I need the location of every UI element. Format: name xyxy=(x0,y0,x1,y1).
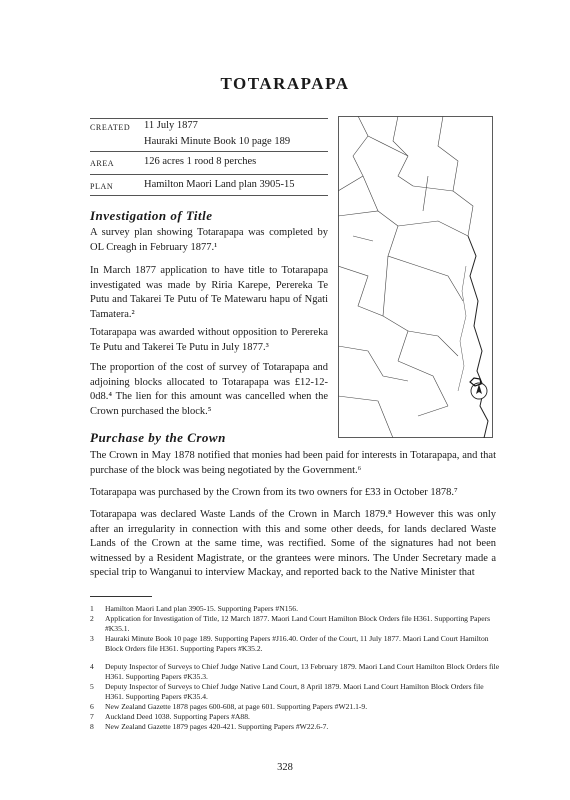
footnote xyxy=(90,702,500,712)
footnote-number: 2 xyxy=(90,614,94,623)
footnote-text: Hamilton Maori Land plan 3905-15. Supporting Papers #N156. xyxy=(105,604,298,613)
area-row xyxy=(90,151,328,171)
section-heading-purchase: Purchase by the Crown xyxy=(90,430,226,445)
paragraph: Totarapapa was purchased by the Crown from its two owners for £33 in October 1878.⁷ xyxy=(90,487,458,498)
created-label: CREATED xyxy=(90,123,131,132)
paragraph: A survey plan showing Totarapapa was completed by OL Creagh in February 1877.¹ xyxy=(90,227,328,253)
created-minute-book: Hauraki Minute Book 10 page 189 xyxy=(144,135,291,147)
footnote xyxy=(90,604,500,614)
footnote-text: Hauraki Minute Book 10 page 189. Supporting Papers #J16.40. Order of the Court, 11 July 1877. Maori Land Court Hamilton Block Orders file H361. Supporting Papers #K35.2. xyxy=(105,634,489,653)
footnote-number: 8 xyxy=(90,722,94,731)
section-heading-investigation: Investigation of Title xyxy=(90,208,213,223)
footnote-text: Application for Investigation of Title, 12 March 1877. Maori Land Court Hamilton Block Orders file H361. Supporting Papers #K35.1. xyxy=(105,614,491,633)
area-label: AREA xyxy=(90,159,115,168)
footnote-number: 7 xyxy=(90,712,94,721)
page-title: TOTARAPAPA xyxy=(220,74,350,93)
footnote-number: 5 xyxy=(90,682,94,691)
paragraph: In March 1877 application to have title to Totarapapa investigated was made by Riria Karepe, Perereka Te Putu and Takarei Te Putu of Te Matewaru hapu of Ngati Tamatera.² xyxy=(90,265,328,320)
created-row xyxy=(90,119,328,135)
footnote-text: New Zealand Gazette 1878 pages 600-608, at page 601. Supporting Papers #W21.1-9. xyxy=(105,702,368,711)
plan-value: Hamilton Maori Land plan 3905-15 xyxy=(144,178,295,190)
footnote-number: 3 xyxy=(90,634,94,643)
area-value: 126 acres 1 rood 8 perches xyxy=(144,156,257,167)
footnote-text: Deputy Inspector of Surveys to Chief Judge Native Land Court, 13 February 1879. Maori Land Court Hamilton Block Orders file H361. Supporting Papers #K35.3. xyxy=(105,662,500,681)
plan-label: PLAN xyxy=(90,181,114,191)
footnote-text: New Zealand Gazette 1879 pages 420-421. Supporting Papers #W22.6-7. xyxy=(105,722,329,731)
paragraph: The Crown in May 1878 notified that monies had been paid for interests in Totarapapa, and that purchase of the block was being negotiated by the Government.⁶ xyxy=(90,450,496,476)
paragraph: Totarapapa was declared Waste Lands of the Crown in March 1879.⁸ However this was only after an irregularity in connection with this and some other deeds, for lands declared Waste Lands of the Crown at the same time, was rectified. Some of the signatures had not been witnessed by a Resident Magistrate, or the grantees were minors. The Under Secretary made a special trip to Wanganui to interview Mackay, and reported back to the Native Minister that xyxy=(90,509,496,578)
footnote xyxy=(90,614,500,633)
block-details-table xyxy=(90,118,328,196)
footnote xyxy=(90,682,500,701)
footnote-text: Auckland Deed 1038. Supporting Papers #A88. xyxy=(105,712,250,721)
footnote-text: Deputy Inspector of Surveys to Chief Judge Native Land Court, 8 April 1879. Maori Land Court Hamilton Block Orders file H361. Supporting Papers #K35.4. xyxy=(105,682,484,701)
footnote-number: 6 xyxy=(90,702,94,711)
footnote xyxy=(90,662,500,681)
footnote xyxy=(90,722,500,732)
block-location-map xyxy=(338,116,493,438)
page-number: 328 xyxy=(277,762,293,773)
footnote-number: 4 xyxy=(90,662,94,671)
created-value: 11 July 1877 xyxy=(144,120,198,131)
footnote-rule xyxy=(90,596,152,597)
footnote-number: 1 xyxy=(90,604,94,613)
created-row-2 xyxy=(90,135,328,149)
footnote xyxy=(90,634,500,653)
paragraph: Totarapapa was awarded without opposition to Perereka Te Putu and Takerei Te Putu in July 1877.³ xyxy=(90,327,328,353)
plan-row xyxy=(90,174,328,196)
footnote xyxy=(90,712,500,722)
paragraph: The proportion of the cost of survey of Totarapapa and adjoining blocks allocated to Totarapapa was £12-12-0d8.⁴ The lien for this amount was cancelled when the Crown purchased the block.⁵ xyxy=(90,362,328,417)
